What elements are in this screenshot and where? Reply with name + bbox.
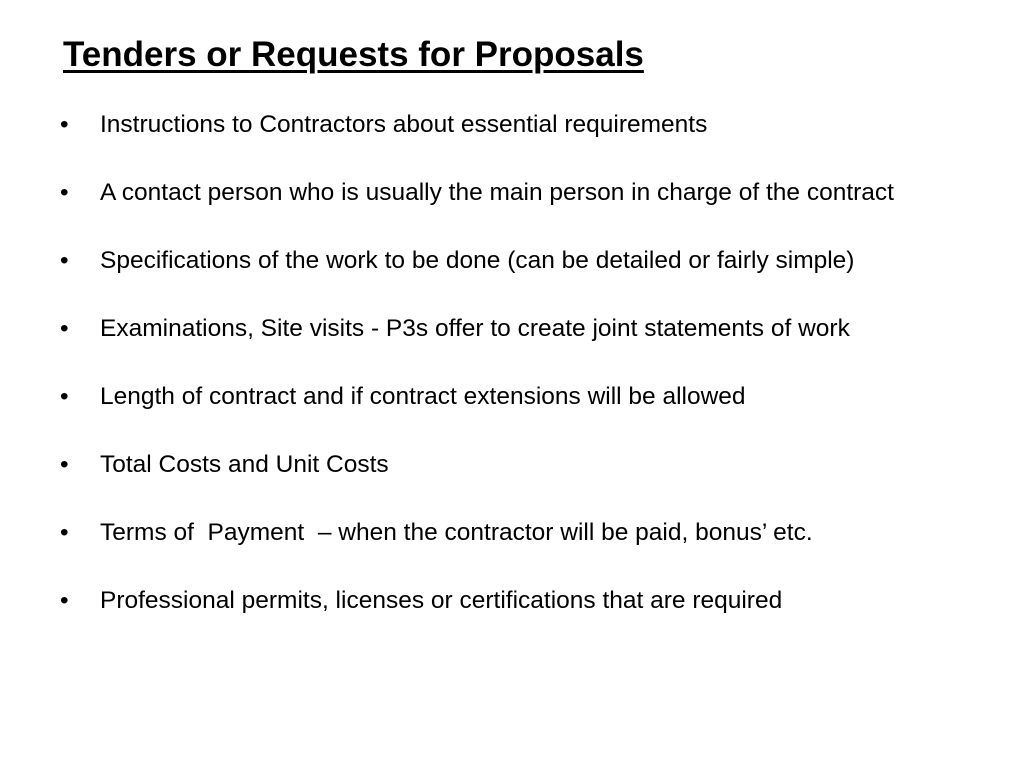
bullet-text: Instructions to Contractors about essential requirements bbox=[100, 111, 708, 138]
bullet-item bbox=[60, 179, 940, 207]
bullet-item bbox=[60, 587, 940, 615]
bullet-icon: • bbox=[60, 451, 69, 478]
bullet-icon: • bbox=[60, 383, 69, 410]
bullet-item bbox=[60, 451, 940, 479]
bullet-text: Length of contract and if contract extensions will be allowed bbox=[100, 383, 746, 410]
slide-title: Tenders or Requests for Proposals bbox=[63, 35, 644, 74]
bullet-text: Examinations, Site visits - P3s offer to create joint statements of work bbox=[100, 315, 850, 342]
bullet-icon: • bbox=[60, 519, 69, 546]
bullet-item bbox=[60, 315, 940, 343]
bullet-item bbox=[60, 519, 940, 547]
bullet-icon: • bbox=[60, 111, 69, 138]
bullet-item bbox=[60, 111, 940, 139]
bullet-text: Specifications of the work to be done (can be detailed or fairly simple) bbox=[100, 247, 855, 274]
bullet-item bbox=[60, 247, 940, 275]
bullet-icon: • bbox=[60, 587, 69, 614]
bullet-list bbox=[60, 111, 940, 655]
bullet-icon: • bbox=[60, 247, 69, 274]
bullet-icon: • bbox=[60, 315, 69, 342]
bullet-text: Professional permits, licenses or certifications that are required bbox=[100, 587, 783, 614]
bullet-item bbox=[60, 383, 940, 411]
bullet-text: Terms of Payment – when the contractor will be paid, bonus’ etc. bbox=[100, 519, 813, 546]
bullet-icon: • bbox=[60, 179, 69, 206]
bullet-text: A contact person who is usually the main person in charge of the contract bbox=[100, 179, 894, 206]
bullet-text: Total Costs and Unit Costs bbox=[100, 451, 389, 478]
